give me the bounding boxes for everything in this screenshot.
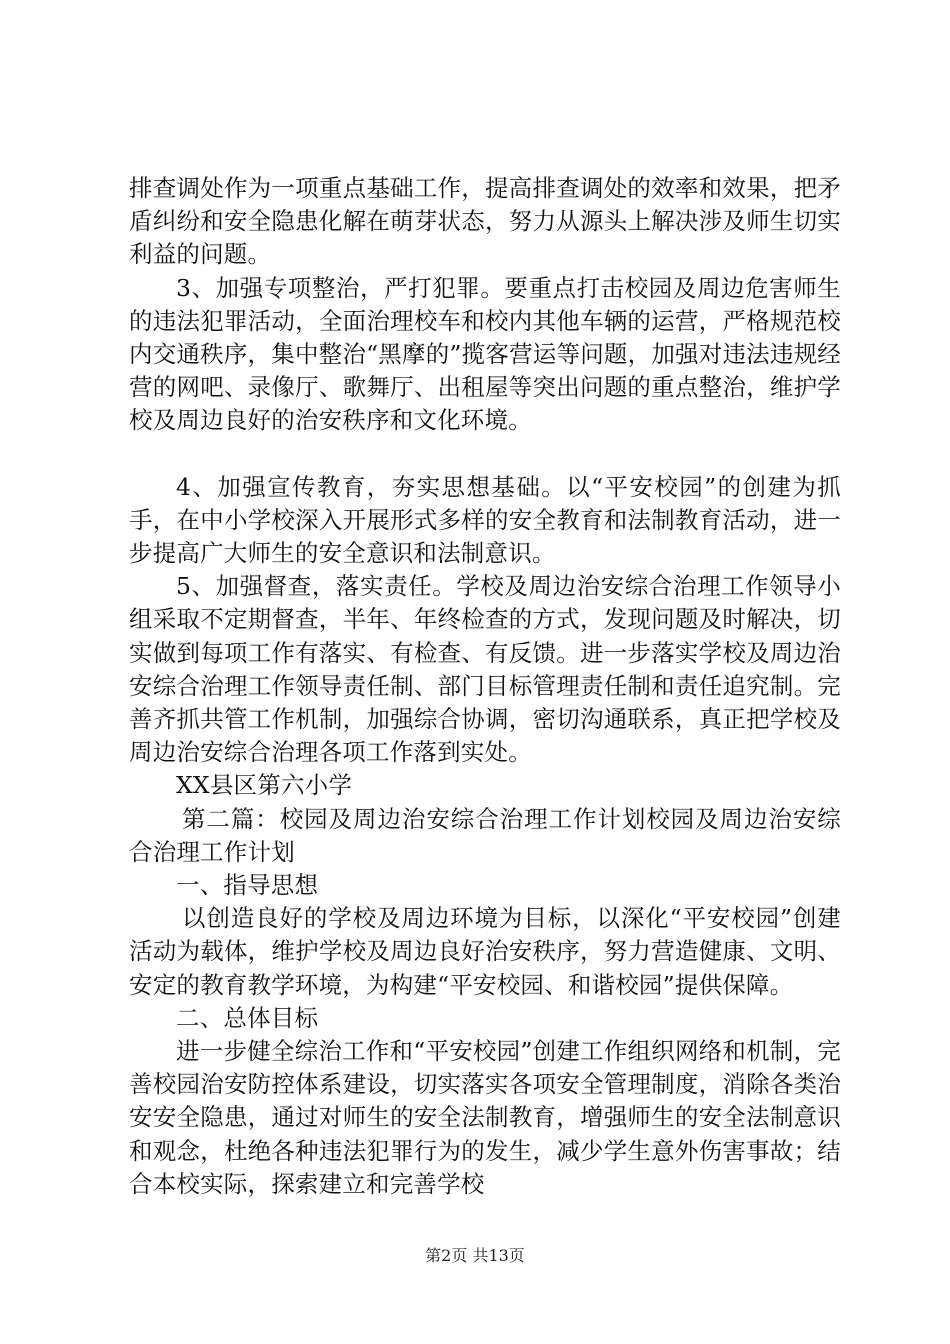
page-footer: 第2页 共13页 bbox=[425, 1246, 525, 1265]
school-signature: XX县区第六小学 bbox=[176, 771, 353, 800]
paragraph-overall-goal: 进一步健全综治工作和“平安校园”创建工作组织网络和机制，完善校园治安防控体系建设，切实落实各项安全管理制度，消除各类治安安全隐患，通过对师生的安全法制教育，增强师生的安全法制意识和观念，杜绝各种违法犯罪行为的发生，减少学生意外伤害事故；结合本校实际，探索建立和完善学校 bbox=[129, 1037, 841, 1198]
paragraph-continuation: 排查调处作为一项重点基础工作，提高排查调处的效率和效果，把矛盾纠纷和安全隐患化解在萌芽状态，努力从源头上解决涉及师生切实利益的问题。 bbox=[129, 174, 841, 269]
paragraph-item-5: 5、加强督查，落实责任。学校及周边治安综合治理工作领导小组采取不定期督查，半年、年终检查的方式，发现问题及时解决，切实做到每项工作有落实、有检查、有反馈。进一步落实学校及周边治安综合治理工作领导责任制、部门目标管理责任制和责任追究制。完善齐抓共管工作机制，加强综合协调，密切沟通联系，真正把学校及周边治安综合治理各项工作落到实处。 bbox=[129, 572, 841, 767]
heading-overall-goal: 二、总体目标 bbox=[176, 1003, 319, 1032]
paragraph-item-4: 4、加强宣传教育，夯实思想基础。以“平安校园”的创建为抓手，在中小学校深入开展形式多样的安全教育和法制教育活动，进一步提高广大师生的安全意识和法制意识。 bbox=[129, 472, 841, 568]
document-body bbox=[129, 172, 841, 1201]
heading-guiding-thought: 一、指导思想 bbox=[176, 871, 319, 900]
paragraph-item-3: 3、加强专项整治，严打犯罪。要重点打击校园及周边危害师生的违法犯罪活动，全面治理校车和校内其他车辆的运营，严格规范校内交通秩序，集中整治“黑摩的”揽客营运等问题，加强对违法违规经营的网吧、录像厅、歌舞厅、出租屋等突出问题的重点整治，维护学校及周边良好的治安秩序和文化环境。 bbox=[129, 273, 841, 435]
paragraph-guiding-thought: 以创造良好的学校及周边环境为目标，以深化“平安校园”创建活动为载体，维护学校及周边良好治安秩序，努力营造健康、文明、安定的教育教学环境，为构建“平安校园、和谐校园”提供保障。 bbox=[129, 904, 841, 999]
section-heading-part-two: 第二篇：校园及周边治安综合治理工作计划校园及周边治安综合治理工作计划 bbox=[129, 804, 841, 866]
